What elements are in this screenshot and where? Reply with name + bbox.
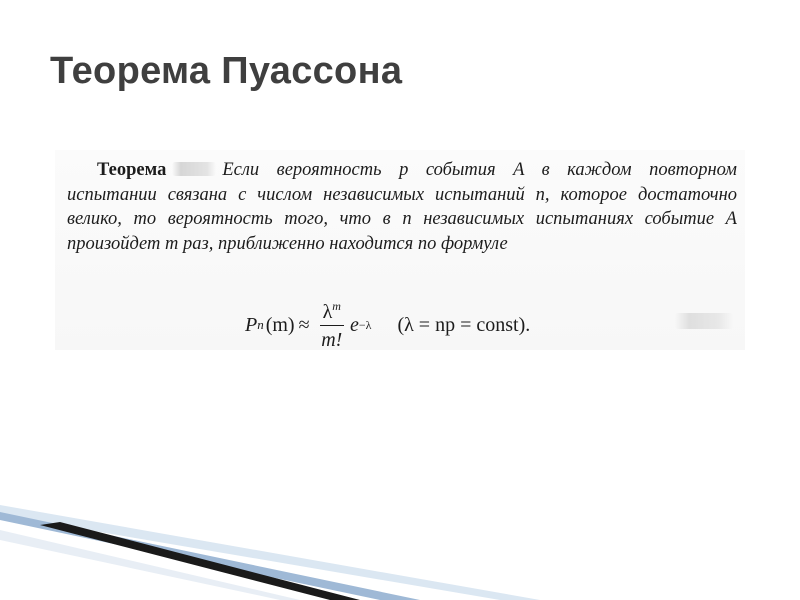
formula-p: P [245, 313, 258, 336]
theorem-body: Если вероятность p события A в каждом повторном испытании связана с числом независимых испытаний n, которое достаточно велико, то вероятность того, что в n независимых испытаниях событие A произойдет m раз, приближенно находится по формуле [67, 160, 737, 254]
slide-title: Теорема Пуассона [50, 50, 403, 92]
fraction-denominator: m! [321, 329, 343, 351]
formula-argument: (m) [265, 313, 295, 336]
theorem-label: Теорема [97, 160, 167, 180]
formula-p-subscript: n [257, 317, 264, 332]
numerator-lambda: λ [322, 301, 333, 323]
formula-e: e [349, 313, 359, 336]
formula-e-exponent: −λ [358, 317, 372, 332]
numerator-exponent: m [332, 299, 341, 313]
formula-approx-sign: ≈ [298, 313, 310, 336]
formula-condition: (λ = np = const). [397, 313, 531, 336]
